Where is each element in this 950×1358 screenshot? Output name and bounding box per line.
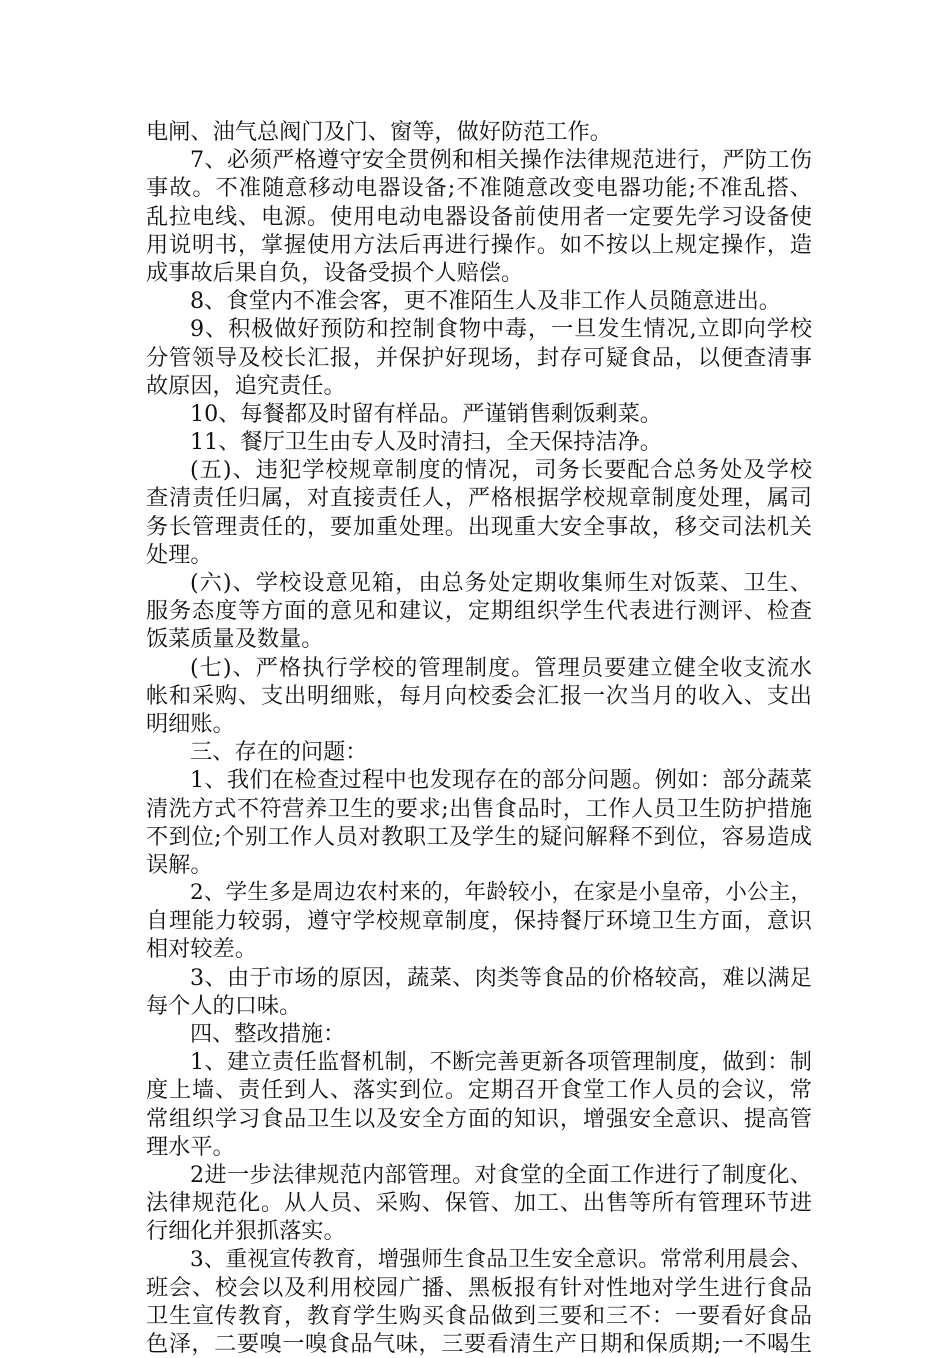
text-line: 3、由于市场的原因，蔬菜、肉类等食品的价格较高，难以满足 [190,964,812,991]
text-line: 2进一步法律规范内部管理。对食堂的全面工作进行了制度化、 [190,1161,812,1188]
text-line: 故原因，追究责任。 [146,372,346,399]
text-line: 11、餐厅卫生由专人及时清扫，全天保持洁净。 [190,429,662,456]
text-line: 9、积极做好预防和控制食物中毒，一旦发生情况,立即向学校 [190,316,812,343]
text-line: 乱拉电线、电源。使用电动电器设备前使用者一定要先学习设备使 [146,203,812,230]
text-line: 1、我们在检查过程中也发现存在的部分问题。例如：部分蔬菜 [190,767,812,794]
text-line: 常组织学习食品卫生以及安全方面的知识，增强安全意识、提高管 [146,1105,812,1132]
text-line: 行细化并狠抓落实。 [146,1218,346,1245]
text-line: 电闸、油气总阀门及门、窗等，做好防范工作。 [146,119,612,145]
text-line: 法律规范化。从人员、采购、保管、加工、出售等所有管理环节进 [146,1190,812,1217]
text-line: 用说明书，掌握使用方法后再进行操作。如不按以上规定操作，造 [146,231,812,258]
text-line: 四、整改措施： [190,1021,346,1047]
text-line: 色泽，二要嗅一嗅食品气味，三要看清生产日期和保质期;一不喝生 [146,1331,812,1358]
text-line: (六)、学校设意见箱，由总务处定期收集师生对饭菜、卫生、 [190,570,812,596]
text-line: (五)、违犯学校规章制度的情况，司务长要配合总务处及学校 [190,457,812,484]
text-line: (七)、严格执行学校的管理制度。管理员要建立健全收支流水 [190,654,812,681]
text-line: 误解。 [146,851,213,878]
text-line: 3、重视宣传教育，增强师生食品卫生安全意识。常常利用晨会、 [190,1246,812,1272]
text-line: 查清责任归属，对直接责任人，严格根据学校规章制度处理，属司 [146,485,812,512]
text-line: 10、每餐都及时留有样品。严谨销售剩饭剩菜。 [190,400,662,427]
text-line: 班会、校会以及利用校园广播、黑板报有针对性地对学生进行食品 [146,1274,812,1301]
text-line: 清洗方式不符营养卫生的要求;出售食品时，工作人员卫生防护措施 [146,795,812,822]
text-line: 三、存在的问题： [190,739,368,766]
text-line: 饭菜质量及数量。 [146,626,324,653]
text-line: 处理。 [146,541,213,568]
text-line: 帐和采购、支出明细账，每月向校委会汇报一次当月的收入、支出 [146,682,812,709]
text-line: 度上墙、责任到人、落实到位。定期召开食堂工作人员的会议，常 [146,1077,812,1104]
text-line: 每个人的口味。 [146,992,302,1019]
text-line: 卫生宣传教育，教育学生购买食品做到三要和三不：一要看好食品 [146,1302,812,1329]
text-line: 7、必须严格遵守安全贯例和相关操作法律规范进行，严防工伤 [190,147,812,174]
text-line: 1、建立责任监督机制，不断完善更新各项管理制度，做到：制 [190,1049,812,1076]
text-line: 成事故后果自负，设备受损个人赔偿。 [146,259,524,286]
text-line: 事故。不准随意移动电器设备;不准随意改变电器功能;不准乱搭、 [146,175,812,202]
text-line: 明细账。 [146,710,235,737]
text-line: 理水平。 [146,1133,235,1160]
text-line: 不到位;个别工作人员对教职工及学生的疑问解释不到位，容易造成 [146,823,812,850]
text-line: 自理能力较弱，遵守学校规章制度，保持餐厅环境卫生方面，意识 [146,908,812,935]
text-line: 8、食堂内不准会客，更不准陌生人及非工作人员随意进出。 [190,288,781,315]
text-line: 相对较差。 [146,936,257,963]
text-line: 分管领导及校长汇报，并保护好现场，封存可疑食品，以便查清事 [146,344,812,371]
text-line: 2、学生多是周边农村来的，年龄较小，在家是小皇帝，小公主， [190,880,812,906]
document-body [146,118,812,1358]
text-line: 服务态度等方面的意见和建议，定期组织学生代表进行测评、检查 [146,598,812,625]
text-line: 务长管理责任的，要加重处理。出现重大安全事故，移交司法机关 [146,513,812,540]
